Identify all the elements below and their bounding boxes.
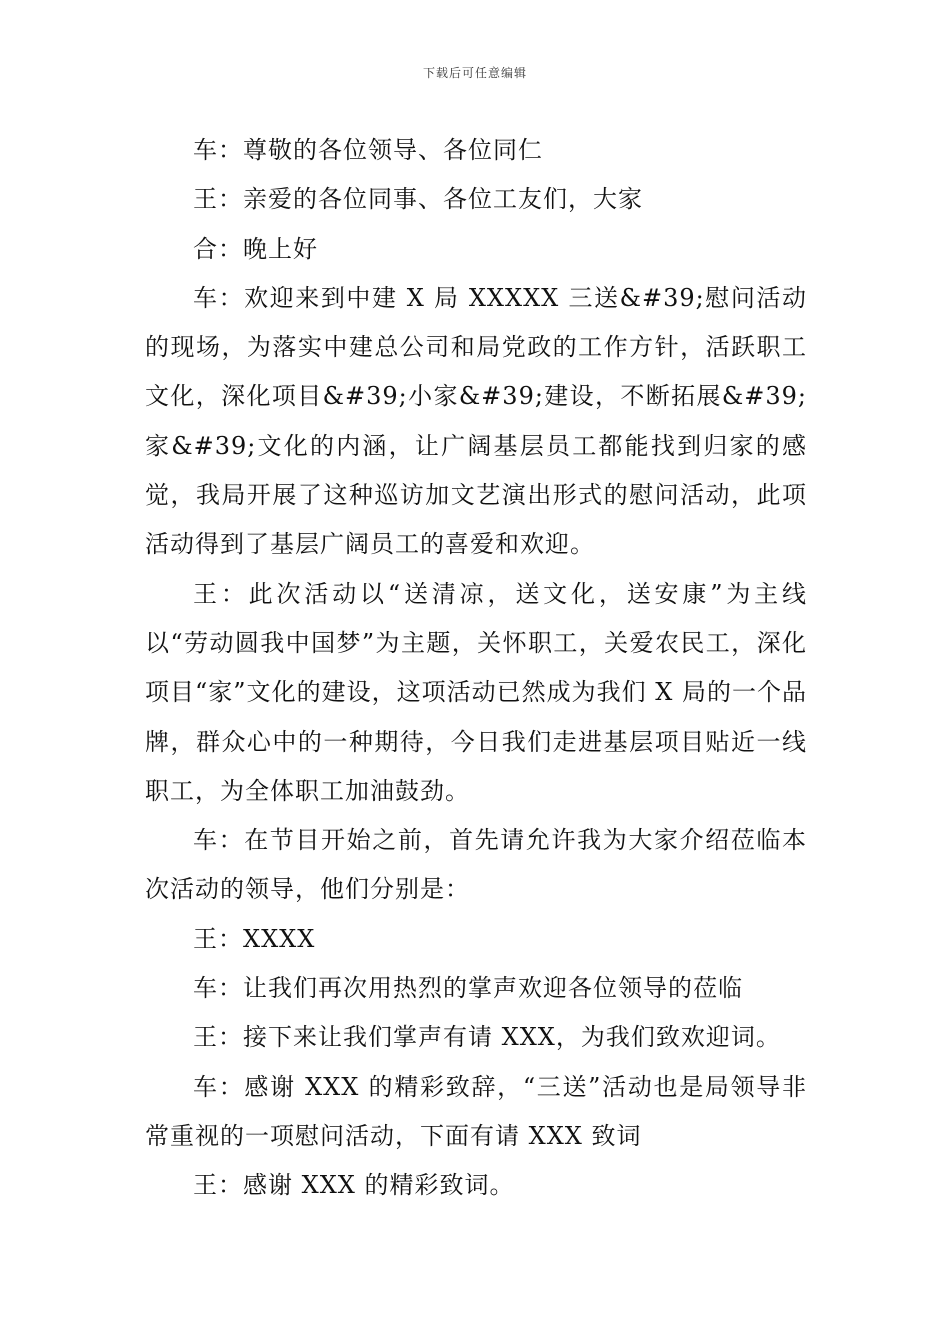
paragraph-activity-theme: 王：此次活动以“送清凉，送文化，送安康”为主线以“劳动圆我中国梦”为主题，关怀职工，关爱农民工，深化项目“家”文化的建设，这项活动已然成为我们 X 局的一个品牌，群众心中的一种期待，今日我们走进基层项目贴近一线职工，为全体职工加油鼓劲。 xyxy=(145,579,807,805)
paragraph-introduce-leaders: 车：在节目开始之前，首先请允许我为大家介绍莅临本次活动的领导，他们分别是： xyxy=(145,826,807,904)
paragraph-leader-names: 王：XXXX xyxy=(193,924,316,953)
paragraph-greeting-che: 车：尊敬的各位领导、各位同仁 xyxy=(193,136,543,164)
paragraph-welcome-speech: 王：接下来让我们掌声有请 XXX，为我们致欢迎词。 xyxy=(193,1023,781,1052)
document-body xyxy=(145,126,807,1211)
paragraph-applause: 车：让我们再次用热烈的掌声欢迎各位领导的莅临 xyxy=(193,974,743,1003)
paragraph-welcome: 车：欢迎来到中建 X 局 XXXXX 三送&#39;慰问活动的现场，为落实中建总公司和局党政的工作方针，活跃职工文化，深化项目&#39;小家&#39;建设，不断拓展&#39;家&#39;文化的内涵，让广阔基层员工都能找到归家的感觉，我局开展了这种巡访加文艺演出形式的慰问活动，此项活动得到了基层广阔员工的喜爱和欢迎。 xyxy=(145,283,807,559)
paragraph-greeting-wang: 王：亲爱的各位同事、各位工友们，大家 xyxy=(193,185,643,214)
paragraph-thanks-speech: 车：感谢 XXX 的精彩致辞，“三送”活动也是局领导非常重视的一项慰问活动，下面有请 XXX 致词 xyxy=(145,1072,807,1150)
page-header-note: 下载后可任意编辑 xyxy=(422,66,527,80)
paragraph-greeting-together: 合：晚上好 xyxy=(193,234,318,263)
paragraph-thanks-final: 王：感谢 XXX 的精彩致词。 xyxy=(193,1171,515,1200)
